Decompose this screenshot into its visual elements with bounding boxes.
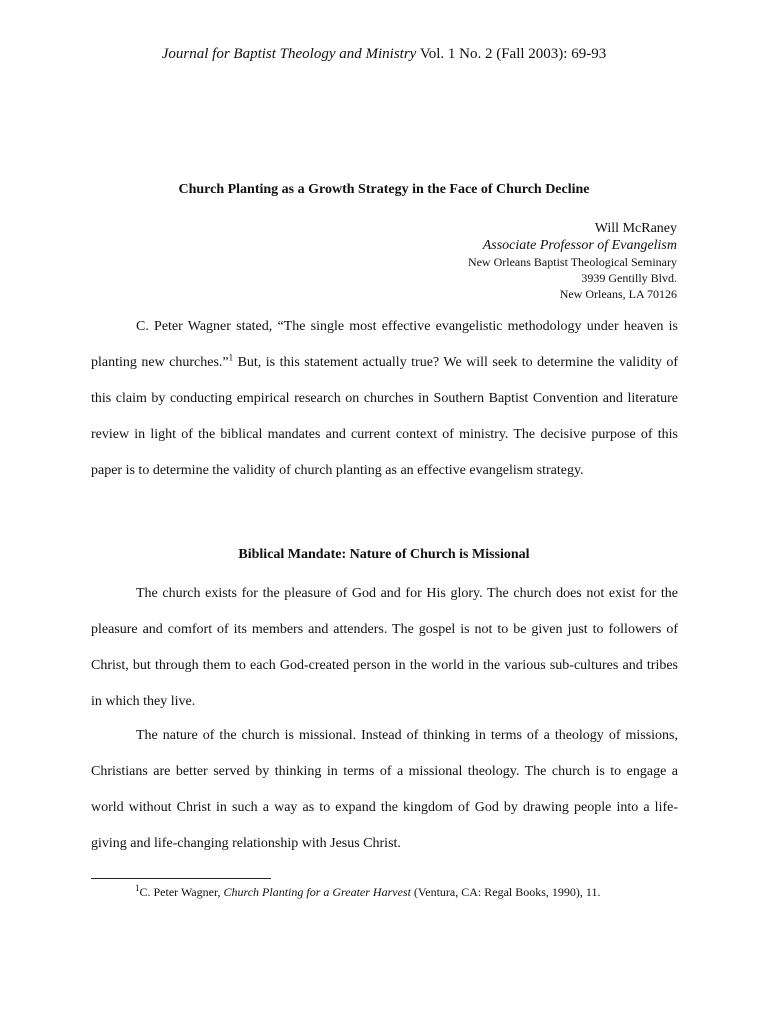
author-street: 3939 Gentilly Blvd. (581, 271, 677, 285)
section-paragraph-1-text: The church exists for the pleasure of God and for His glory. The church does not exist for the pleasure and comfort of its members and attenders. The gospel is not to be given just to followers of Christ, but through them to each God-created person in the world in the various sub-cultures and tribes in which they live. (91, 586, 678, 709)
footnote (135, 884, 600, 900)
issue-info: Vol. 1 No. 2 (Fall 2003): 69-93 (416, 46, 607, 62)
footnote-reference[interactable]: 1 (228, 352, 234, 363)
intro-text-before-note: C. Peter Wagner stated, “The single most effective evangelistic methodology under heaven is planting new churches.” (91, 319, 678, 370)
footnote-author: C. Peter Wagner, (139, 885, 224, 899)
journal-name: Journal for Baptist Theology and Ministry (161, 46, 417, 62)
author-role: Associate Professor of Evangelism (482, 238, 677, 253)
section-paragraph-2 (91, 718, 678, 862)
footnote-book-title: Church Planting for a Greater Harvest (223, 885, 411, 899)
section-heading: Biblical Mandate: Nature of Church is Missional (238, 547, 530, 562)
author-name: Will McRaney (594, 221, 677, 236)
footnote-divider (91, 878, 271, 879)
article-title: Church Planting as a Growth Strategy in the Face of Church Decline (178, 182, 590, 197)
running-head (0, 46, 768, 63)
footnote-number: 1 (135, 883, 140, 893)
author-block (468, 220, 677, 302)
footnote-publication: (Ventura, CA: Regal Books, 1990), 11. (410, 885, 601, 899)
section-paragraph-1 (91, 576, 678, 720)
intro-paragraph (91, 309, 678, 489)
author-city: New Orleans, LA 70126 (559, 287, 677, 301)
author-institution: New Orleans Baptist Theological Seminary (467, 255, 677, 269)
intro-text-after-note: But, is this statement actually true? We will seek to determine the validity of this claim by conducting empirical research on churches in Southern Baptist Convention and literature review in light of the biblical mandates and current context of ministry. The decisive purpose of this paper is to determine the validity of church planting as an effective evangelism strategy. (91, 355, 678, 478)
section-paragraph-2-text: The nature of the church is missional. Instead of thinking in terms of a theology of missions, Christians are better served by thinking in terms of a missional theology. The church is to engage a world without Christ in such a way as to expand the kingdom of God by drawing people into a life-giving and life-changing relationship with Jesus Christ. (91, 728, 678, 851)
